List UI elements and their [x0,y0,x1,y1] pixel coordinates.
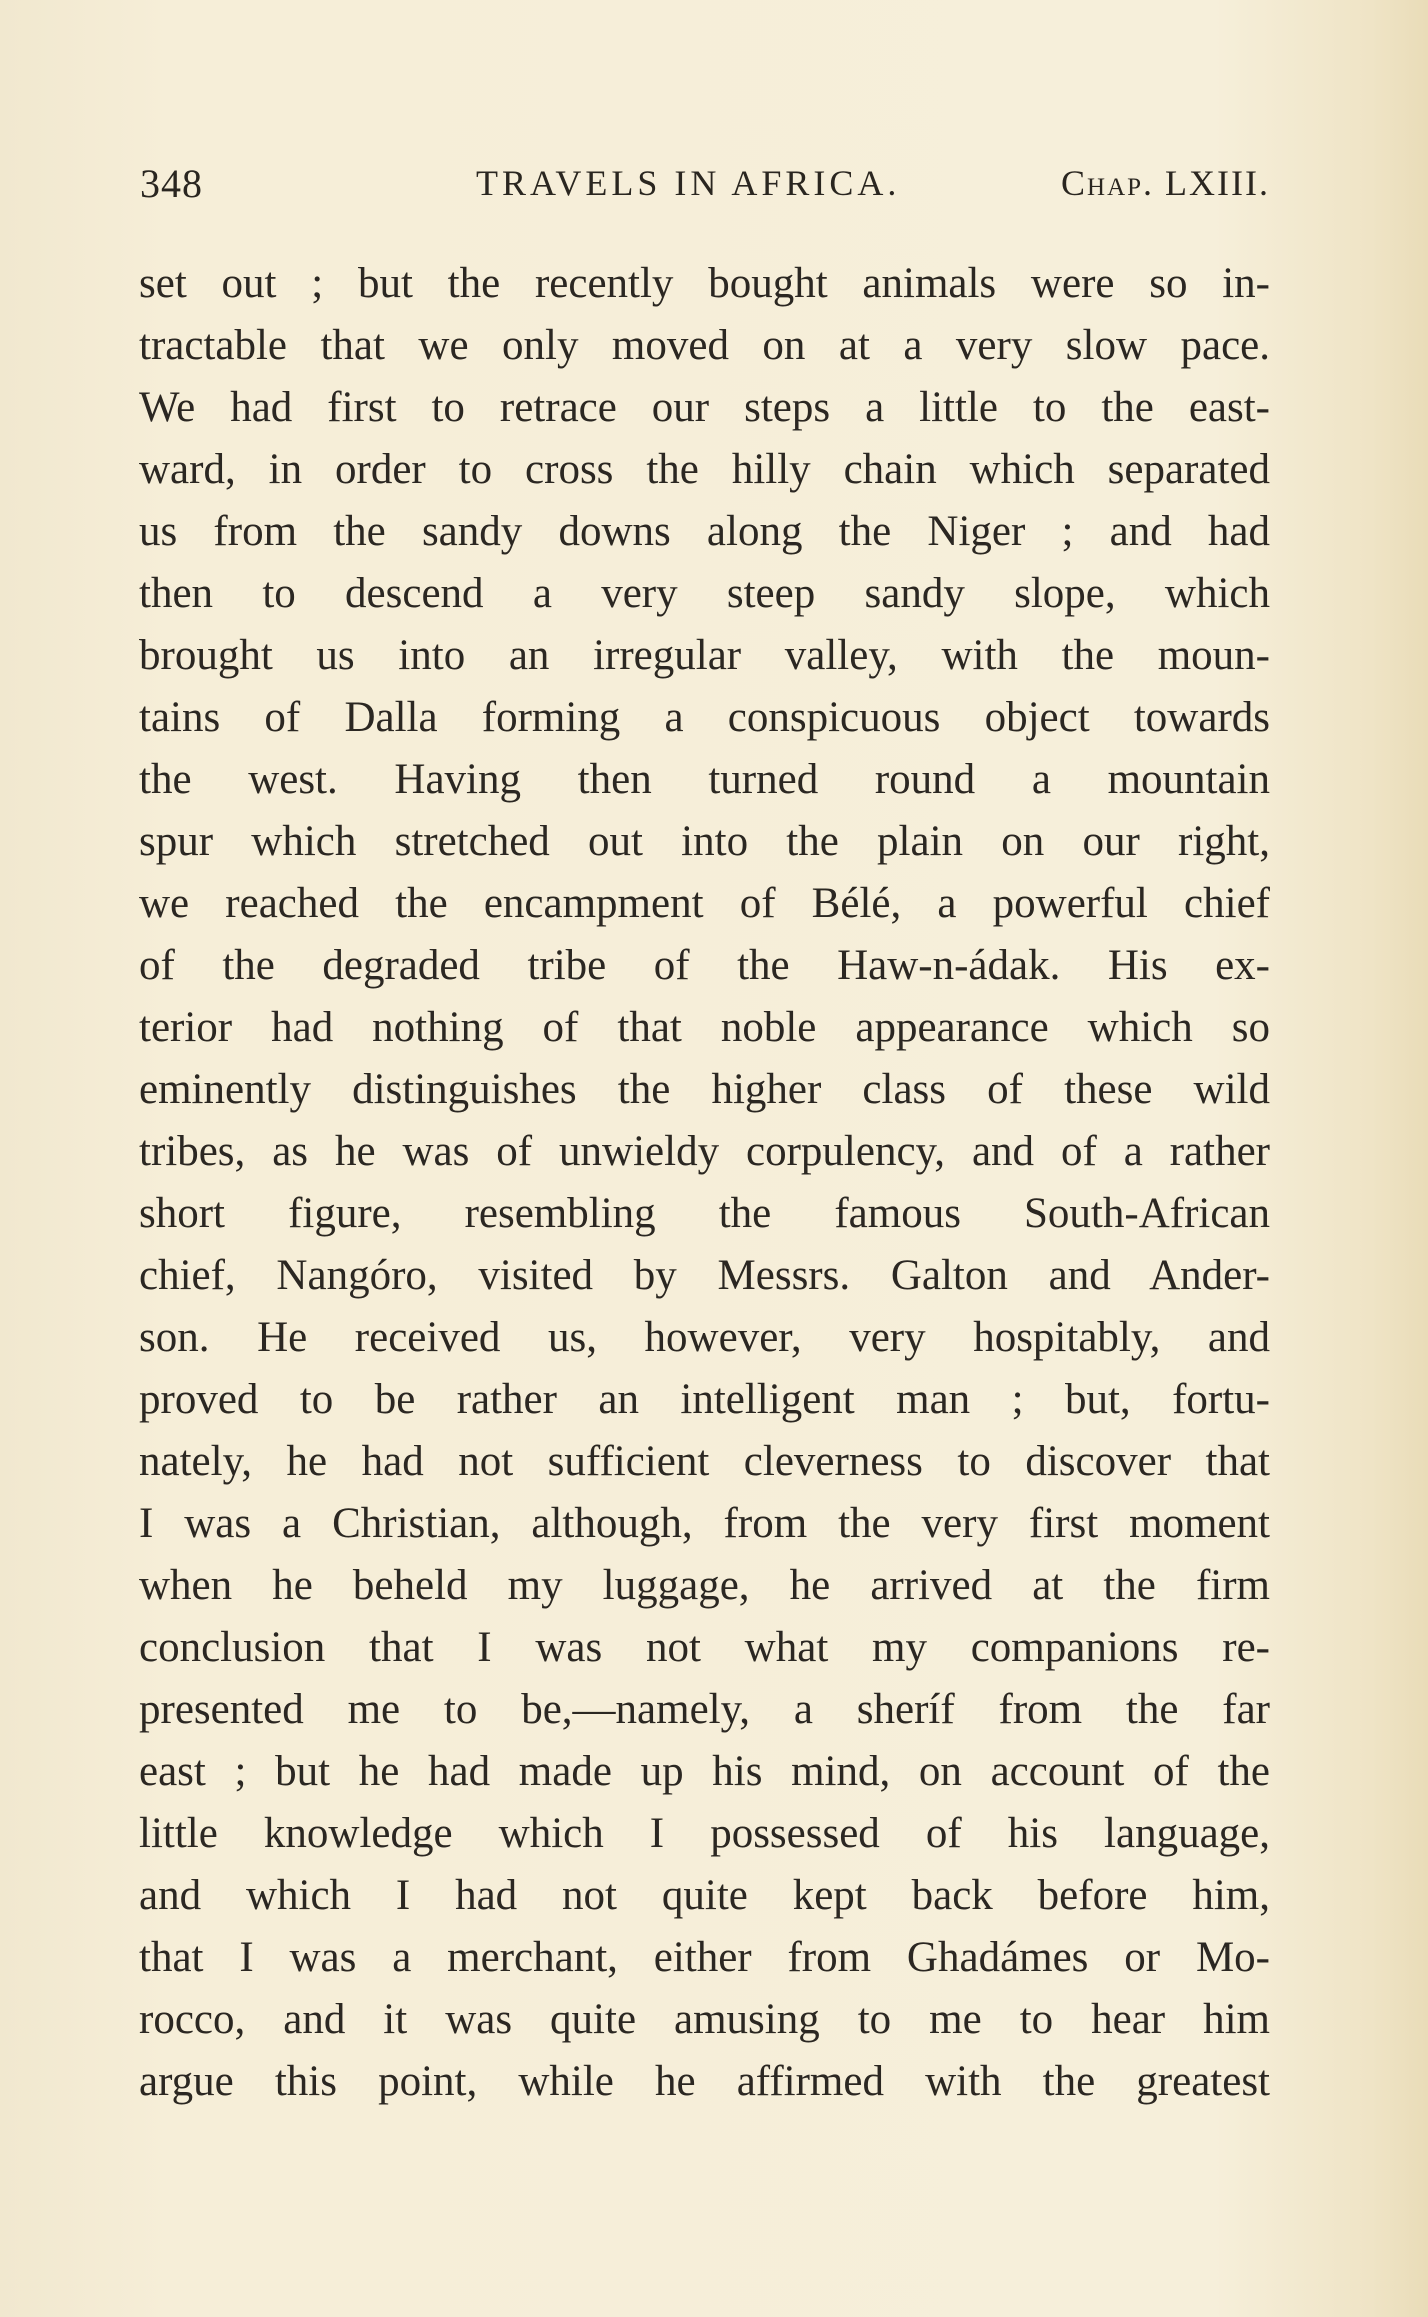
text-line: set out ; but the recently bought animals were so in- [139,260,1270,307]
text-line: rocco, and it was quite amusing to me to hear him [139,1996,1270,2043]
text-line: presented me to be,—namely, a sheríf from the far [139,1686,1270,1733]
text-line: tractable that we only moved on at a very slow pace. [139,322,1270,369]
text-line: and which I had not quite kept back before him, [139,1872,1270,1919]
chapter-label [1061,162,1270,204]
text-line: nately, he had not sufficient cleverness to discover that [139,1438,1270,1485]
text-line: little knowledge which I possessed of his language, [139,1810,1270,1857]
text-line: son. He received us, however, very hospitably, and [139,1314,1270,1361]
running-title: TRAVELS IN AFRICA. [476,163,901,203]
text-line: the west. Having then turned round a mountain [139,756,1270,803]
text-line: conclusion that I was not what my companions re- [139,1624,1270,1671]
text-line: We had first to retrace our steps a little to the east- [139,384,1270,431]
text-line: east ; but he had made up his mind, on account of the [139,1748,1270,1795]
text-line: ward, in order to cross the hilly chain which separated [139,446,1270,493]
text-line: argue this point, while he affirmed with the greatest [139,2058,1270,2105]
text-line: I was a Christian, although, from the very first moment [139,1500,1270,1547]
text-line: tribes, as he was of unwieldy corpulency, and of a rather [139,1128,1270,1175]
text-line: when he beheld my luggage, he arrived at the firm [139,1562,1270,1609]
text-line: we reached the encampment of Bélé, a powerful chief [139,880,1270,927]
text-line: terior had nothing of that noble appearance which so [139,1004,1270,1051]
page-number: 348 [140,161,203,206]
text-line: spur which stretched out into the plain on our right, [139,818,1270,865]
body-text [139,253,1270,2113]
text-line: then to descend a very steep sandy slope, which [139,570,1270,617]
text-line: brought us into an irregular valley, with the moun- [139,632,1270,679]
text-line: short figure, resembling the famous South-African [139,1190,1270,1237]
text-line: that I was a merchant, either from Ghadámes or Mo- [139,1934,1270,1981]
text-line: eminently distinguishes the higher class of these wild [139,1066,1270,1113]
text-line: tains of Dalla forming a conspicuous object towards [139,694,1270,741]
text-line: chief, Nangóro, visited by Messrs. Galton and Ander- [139,1252,1270,1299]
page-header [140,160,1270,212]
text-line: of the degraded tribe of the Haw-n-ádak. His ex- [139,942,1270,989]
text-line: proved to be rather an intelligent man ; but, fortu- [139,1376,1270,1423]
text-line: us from the sandy downs along the Niger ; and had [139,508,1270,555]
chapter-label-text: Chap. LXIII. [1061,163,1270,203]
